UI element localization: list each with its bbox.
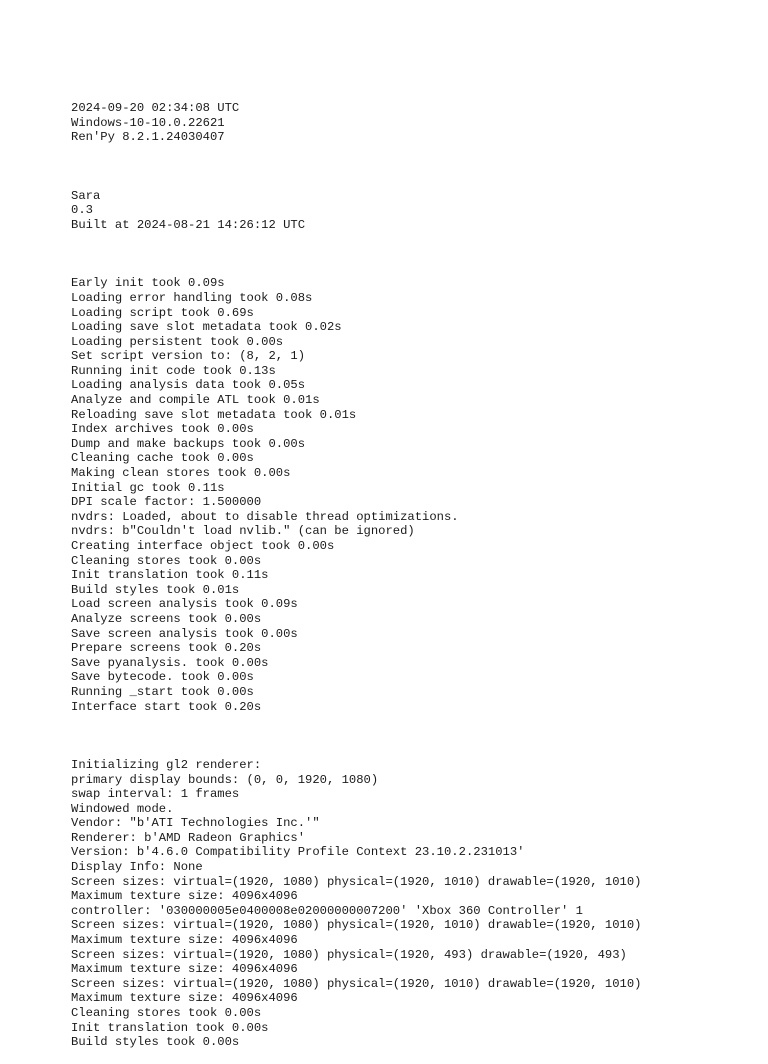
log-line: Set script version to: (8, 2, 1) <box>71 349 306 364</box>
log-line: Windowed mode. <box>71 801 174 816</box>
log-line: nvdrs: Loaded, about to disable thread optimizations. <box>71 509 459 524</box>
log-line: Interface start took 0.20s <box>71 699 262 714</box>
log-line: 0.3 <box>71 203 93 218</box>
log-line: Init translation took 0.11s <box>71 568 269 583</box>
log-line: Build styles took 0.00s <box>71 1035 240 1050</box>
log-line: Loading error handling took 0.08s <box>71 290 313 305</box>
log-line: Maximum texture size: 4096x4096 <box>71 991 298 1006</box>
log-line: Reloading save slot metadata took 0.01s <box>71 407 357 422</box>
log-line: Loading analysis data took 0.05s <box>71 378 306 393</box>
log-line: Screen sizes: virtual=(1920, 1080) physical=(1920, 1010) drawable=(1920, 1010) <box>71 918 642 933</box>
log-header-block <box>71 101 641 145</box>
log-line: Sara <box>71 188 101 203</box>
log-line: Screen sizes: virtual=(1920, 1080) physical=(1920, 493) drawable=(1920, 493) <box>71 947 627 962</box>
log-line: Version: b'4.6.0 Compatibility Profile Context 23.10.2.231013' <box>71 845 525 860</box>
log-line: Save bytecode. took 0.00s <box>71 670 254 685</box>
log-line: Initial gc took 0.11s <box>71 480 225 495</box>
log-line: controller: '030000005e0400008e02000000007200' 'Xbox 360 Controller' 1 <box>71 903 583 918</box>
log-line: Cleaning cache took 0.00s <box>71 451 254 466</box>
log-line: Making clean stores took 0.00s <box>71 466 291 481</box>
log-line: Maximum texture size: 4096x4096 <box>71 889 298 904</box>
log-line: Display Info: None <box>71 860 203 875</box>
log-line: Renderer: b'AMD Radeon Graphics' <box>71 830 306 845</box>
log-line: Screen sizes: virtual=(1920, 1080) physical=(1920, 1010) drawable=(1920, 1010) <box>71 976 642 991</box>
log-line: nvdrs: b"Couldn't load nvlib." (can be ignored) <box>71 524 415 539</box>
log-line: Loading save slot metadata took 0.02s <box>71 320 342 335</box>
log-line: Analyze screens took 0.00s <box>71 611 262 626</box>
log-line: Creating interface object took 0.00s <box>71 539 335 553</box>
log-line: Running init code took 0.13s <box>71 363 276 378</box>
log-line: Loading persistent took 0.00s <box>71 334 284 349</box>
log-line: DPI scale factor: 1.500000 <box>71 495 262 510</box>
log-line: Prepare screens took 0.20s <box>71 641 262 656</box>
log-line: Init translation took 0.00s <box>71 1020 269 1035</box>
log-line: Early init took 0.09s <box>71 276 225 291</box>
log-line: Save pyanalysis. took 0.00s <box>71 655 269 670</box>
log-line: Running _start took 0.00s <box>71 684 254 699</box>
log-line: primary display bounds: (0, 0, 1920, 1080) <box>71 772 379 787</box>
log-line: Dump and make backups took 0.00s <box>71 436 306 451</box>
log-line: Analyze and compile ATL took 0.01s <box>71 393 320 408</box>
log-startup-block <box>71 276 641 714</box>
log-line: Built at 2024-08-21 14:26:12 UTC <box>71 217 306 232</box>
log-line: Ren'Py 8.2.1.24030407 <box>71 130 225 145</box>
log-line: Build styles took 0.01s <box>71 582 240 597</box>
log-line: Cleaning stores took 0.00s <box>71 553 262 568</box>
log-line: Index archives took 0.00s <box>71 422 254 437</box>
log-line: Save screen analysis took 0.00s <box>71 626 298 641</box>
log-line: 2024-09-20 02:34:08 UTC <box>71 101 240 116</box>
log-line: Loading script took 0.69s <box>71 305 254 320</box>
log-line: swap interval: 1 frames <box>71 787 240 802</box>
log-document <box>71 72 641 1064</box>
log-game-info-block <box>71 189 641 233</box>
log-line: Screen sizes: virtual=(1920, 1080) physical=(1920, 1010) drawable=(1920, 1010) <box>71 874 642 889</box>
log-line: Cleaning stores took 0.00s <box>71 1006 262 1020</box>
log-line: Windows-10-10.0.22621 <box>71 115 225 130</box>
log-line: Load screen analysis took 0.09s <box>71 597 298 612</box>
log-renderer-block <box>71 758 641 1050</box>
log-line: Maximum texture size: 4096x4096 <box>71 933 298 948</box>
log-line: Vendor: "b'ATI Technologies Inc.'" <box>71 816 320 831</box>
log-line: Initializing gl2 renderer: <box>71 757 262 772</box>
log-line: Maximum texture size: 4096x4096 <box>71 962 298 977</box>
